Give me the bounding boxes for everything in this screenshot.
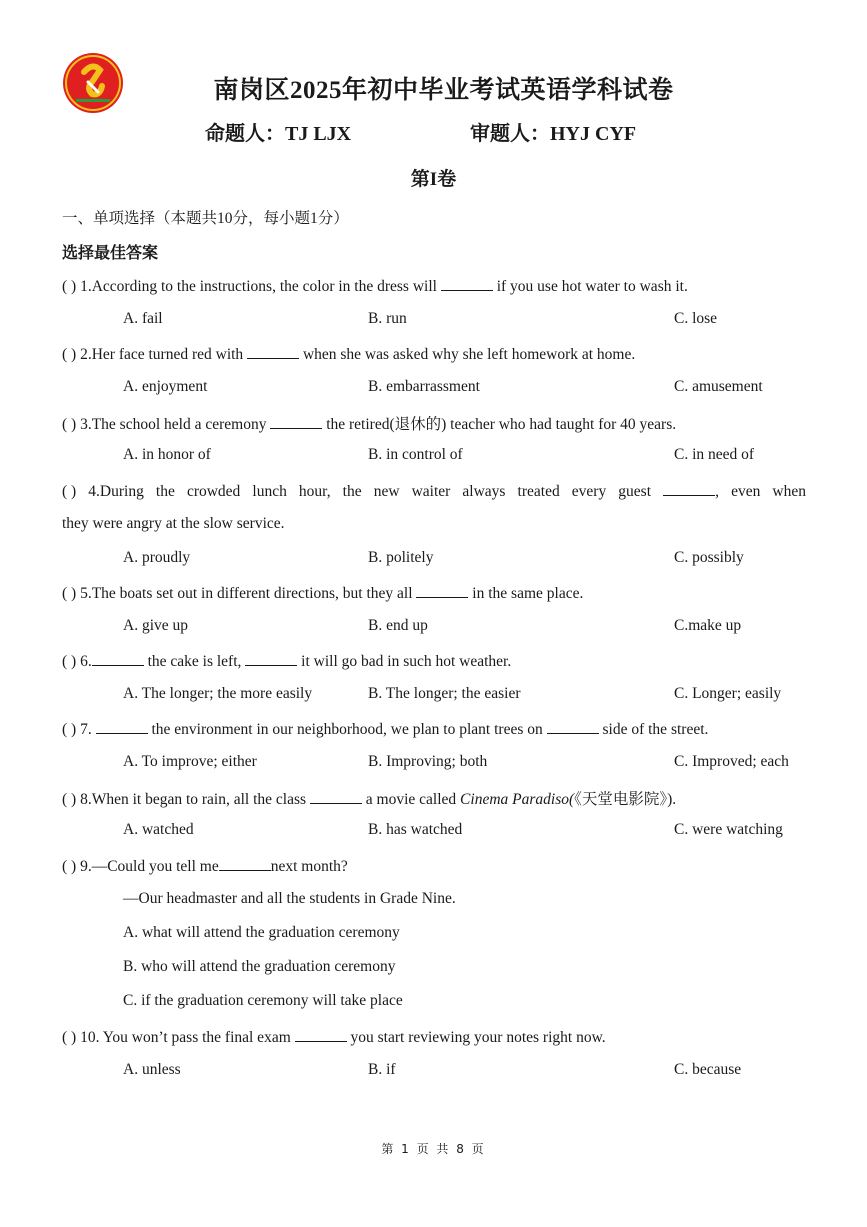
option-b[interactable]: B. has watched bbox=[368, 821, 463, 838]
question-4-continuation: they were angry at the slow service. bbox=[62, 515, 285, 532]
option-b[interactable]: B. if bbox=[368, 1061, 396, 1078]
option-a[interactable]: A. what will attend the graduation ceremony bbox=[123, 924, 400, 941]
volume-heading: 第I卷 bbox=[410, 169, 457, 190]
page-footer: 第 1 页 共 8 页 bbox=[381, 1142, 486, 1156]
option-a[interactable]: A. unless bbox=[123, 1061, 181, 1078]
question-7: ( ) 7. the environment in our neighborhood, we plan to plant trees on side of the street. bbox=[62, 721, 709, 738]
answer-blank bbox=[247, 344, 299, 359]
answer-paren[interactable]: ( ) bbox=[62, 653, 77, 670]
answer-blank bbox=[441, 276, 493, 291]
answer-paren[interactable]: ( ) bbox=[62, 721, 77, 738]
option-b[interactable]: B. The longer; the easier bbox=[368, 685, 521, 702]
answer-blank bbox=[295, 1027, 347, 1042]
option-a[interactable]: A. To improve; either bbox=[123, 753, 257, 770]
answer-blank bbox=[245, 651, 297, 666]
option-c[interactable]: C. if the graduation ceremony will take place bbox=[123, 992, 403, 1009]
question-8-options bbox=[0, 821, 867, 847]
answer-blank bbox=[547, 719, 599, 734]
question-5: ( ) 5.The boats set out in different directions, but they all in the same place. bbox=[62, 585, 584, 602]
option-c[interactable]: C.make up bbox=[674, 617, 742, 634]
answer-paren[interactable]: ( ) bbox=[62, 1029, 77, 1046]
question-4-options bbox=[0, 549, 867, 575]
exam-title: 南岗区2025年初中毕业考试英语学科试卷 bbox=[213, 77, 674, 104]
option-c[interactable]: C. were watching bbox=[674, 821, 783, 838]
answer-blank bbox=[416, 583, 468, 598]
section-subtitle: 选择最佳答案 bbox=[62, 245, 159, 262]
question-9: ( ) 9.—Could you tell me next month? bbox=[62, 858, 348, 875]
option-a[interactable]: A. proudly bbox=[123, 549, 191, 566]
answer-blank bbox=[270, 414, 322, 429]
question-9-option-c bbox=[0, 992, 867, 1018]
option-a[interactable]: A. fail bbox=[123, 310, 163, 327]
reviewer-label: 审题人：HYJ CYF bbox=[470, 123, 637, 145]
movie-title: Cinema Paradiso( bbox=[460, 791, 575, 808]
section-title: 一、单项选择（本题共10分，每小题1分） bbox=[62, 210, 349, 227]
answer-paren[interactable]: ( ) bbox=[62, 483, 77, 500]
answer-blank bbox=[219, 856, 271, 871]
answer-paren[interactable]: ( ) bbox=[62, 346, 77, 363]
authors-line bbox=[0, 117, 867, 147]
question-8: ( ) 8.When it began to rain, all the class a movie called Cinema Paradiso(《天堂电影院》). bbox=[62, 791, 677, 808]
option-a[interactable]: A. enjoyment bbox=[123, 378, 208, 395]
answer-blank bbox=[96, 719, 148, 734]
question-5-options bbox=[0, 617, 867, 643]
question-10-options bbox=[0, 1061, 867, 1087]
question-2: ( ) 2.Her face turned red with when she was asked why she left homework at home. bbox=[62, 346, 636, 363]
question-1: ( ) 1.According to the instructions, the color in the dress will if you use hot water to wash it. bbox=[62, 278, 688, 295]
setter-label: 命题人：TJ LJX bbox=[205, 123, 352, 145]
option-c[interactable]: C. amusement bbox=[674, 378, 763, 395]
question-3: ( ) 3.The school held a ceremony the retired(退休的) teacher who had taught for 40 years. bbox=[62, 416, 677, 433]
answer-paren[interactable]: ( ) bbox=[62, 858, 77, 875]
answer-blank bbox=[310, 789, 362, 804]
option-c[interactable]: C. Improved; each bbox=[674, 753, 789, 770]
option-b[interactable]: B. in control of bbox=[368, 446, 463, 463]
option-c[interactable]: C. lose bbox=[674, 310, 718, 327]
question-2-options bbox=[0, 378, 867, 404]
question-3-options bbox=[0, 446, 867, 472]
question-1-options bbox=[0, 310, 867, 336]
question-7-options bbox=[0, 753, 867, 779]
option-b[interactable]: B. embarrassment bbox=[368, 378, 480, 395]
option-a[interactable]: A. The longer; the more easily bbox=[123, 685, 313, 702]
question-9-option-b bbox=[0, 958, 867, 984]
option-b[interactable]: B. who will attend the graduation ceremony bbox=[123, 958, 396, 975]
option-c[interactable]: C. possibly bbox=[674, 549, 744, 566]
option-b[interactable]: B. run bbox=[368, 310, 407, 327]
answer-paren[interactable]: ( ) bbox=[62, 278, 77, 295]
option-b[interactable]: B. end up bbox=[368, 617, 428, 634]
question-6-options bbox=[0, 685, 867, 711]
option-c[interactable]: C. in need of bbox=[674, 446, 755, 463]
option-c[interactable]: C. Longer; easily bbox=[674, 685, 782, 702]
question-4: ( ) 4.During the crowded lunch hour, the new waiter always treated every guest , even when bbox=[62, 483, 806, 500]
question-10: ( ) 10. You won’t pass the final exam you start reviewing your notes right now. bbox=[62, 1029, 606, 1046]
answer-paren[interactable]: ( ) bbox=[62, 416, 77, 433]
option-a[interactable]: A. watched bbox=[123, 821, 194, 838]
option-a[interactable]: A. in honor of bbox=[123, 446, 211, 463]
option-b[interactable]: B. Improving; both bbox=[368, 753, 488, 770]
question-6: ( ) 6. the cake is left, it will go bad in such hot weather. bbox=[62, 653, 512, 670]
question-9-reply: —Our headmaster and all the students in Grade Nine. bbox=[123, 890, 456, 907]
answer-paren[interactable]: ( ) bbox=[62, 585, 77, 602]
option-c[interactable]: C. because bbox=[674, 1061, 742, 1078]
answer-blank bbox=[663, 481, 715, 496]
question-9-option-a bbox=[0, 924, 867, 950]
option-a[interactable]: A. give up bbox=[123, 617, 189, 634]
option-b[interactable]: B. politely bbox=[368, 549, 434, 566]
answer-blank bbox=[92, 651, 144, 666]
answer-paren[interactable]: ( ) bbox=[62, 791, 77, 808]
